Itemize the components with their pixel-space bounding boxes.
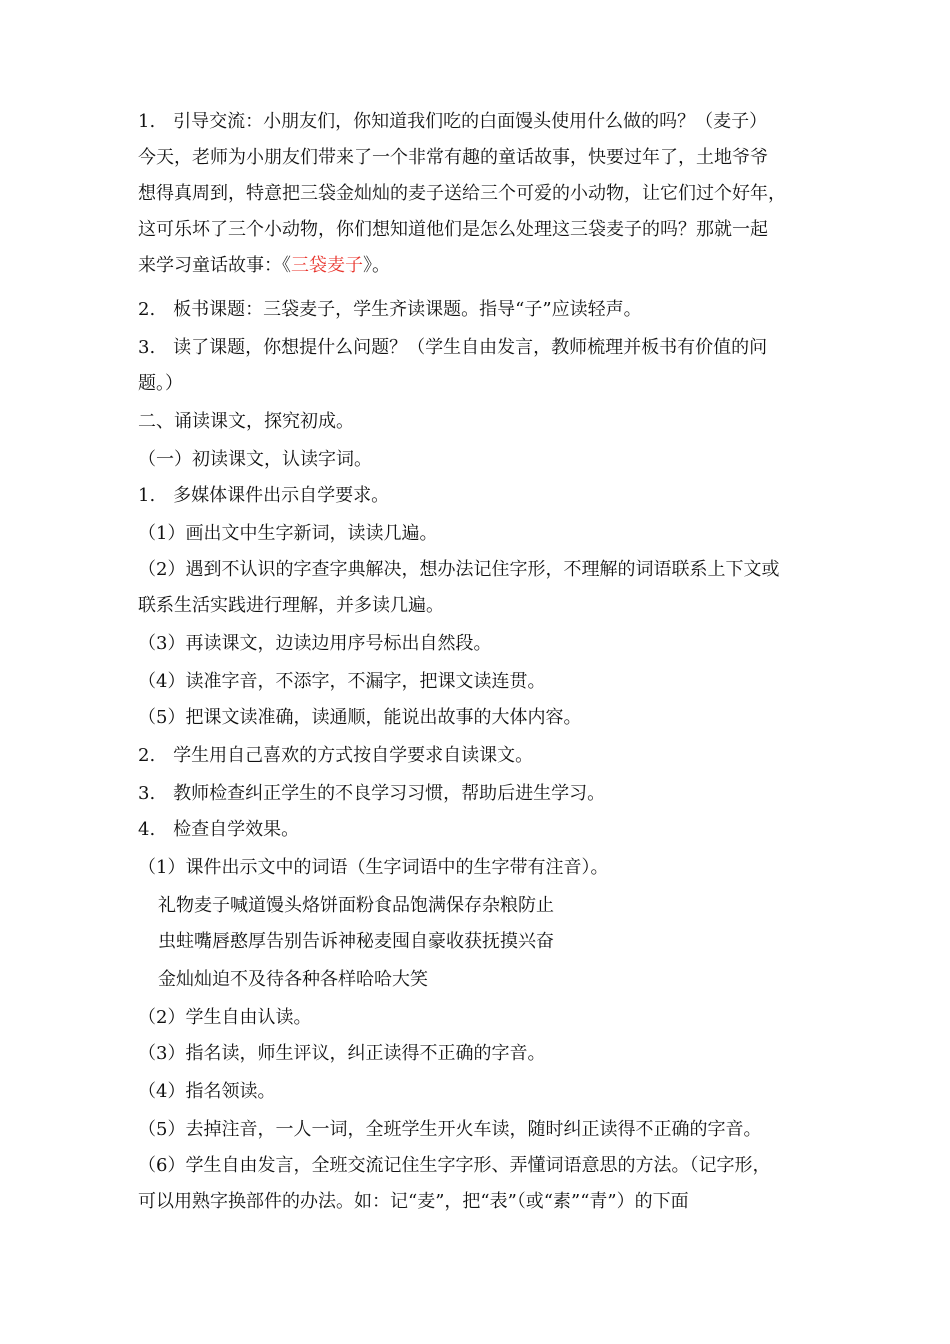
list-item: 4. 检查自学效果。 — [138, 819, 300, 840]
line-intro-1: 1. 引导交流：小朋友们，你知道我们吃的白面馒头使用什么做的吗？（麦子） — [138, 111, 768, 132]
vocab-line: 虫蛀嘴唇憨厚告别告诉神秘麦囤自豪收获抚摸兴奋 — [158, 931, 554, 952]
vocab-line: 金灿灿迫不及待各种各样哈哈大笑 — [158, 969, 428, 990]
line-intro-5-prefix: 来学习童话故事：《 — [138, 255, 291, 276]
line-step-3: 3. 读了课题，你想提什么问题？（学生自由发言，教师梳理并板书有价值的问 — [138, 337, 768, 358]
list-item: （5）去掉注音，一人一词，全班学生开火车读，随时纠正读得不正确的字音。 — [138, 1119, 762, 1140]
list-item: 联系生活实践进行理解，并多读几遍。 — [138, 595, 444, 616]
list-item: （2）学生自由认读。 — [138, 1007, 312, 1028]
list-item: （4）指名领读。 — [138, 1081, 276, 1102]
list-item: （6）学生自由发言，全班交流记住生字字形、弄懂词语意思的方法。（记字形， — [138, 1155, 771, 1176]
list-item: （1）画出文中生字新词，读读几遍。 — [138, 523, 438, 544]
vocab-line: 礼物麦子喊道馒头烙饼面粉食品饱满保存杂粮防止 — [158, 895, 554, 916]
line-intro-5 — [138, 254, 390, 278]
line-intro-4: 这可乐坏了三个小动物，你们想知道他们是怎么处理这三袋麦子的吗？那就一起 — [138, 219, 768, 240]
line-step-2: 2. 板书课题：三袋麦子，学生齐读课题。指导“子”应读轻声。 — [138, 299, 642, 320]
list-item: （4）读准字音，不添字，不漏字，把课文读连贯。 — [138, 671, 546, 692]
list-item: （3）指名读，师生评议，纠正读得不正确的字音。 — [138, 1043, 546, 1064]
story-title-highlight: 三袋麦子 — [291, 255, 363, 276]
list-item: （5）把课文读准确，读通顺，能说出故事的大体内容。 — [138, 707, 582, 728]
line-intro-2: 今天，老师为小朋友们带来了一个非常有趣的童话故事，快要过年了，土地爷爷 — [138, 147, 768, 168]
list-item: （1）课件出示文中的词语（生字词语中的生字带有注音）。 — [138, 857, 609, 878]
section-heading-2: 二、诵读课文，探究初成。 — [138, 411, 354, 432]
line-step-3-cont: 题。） — [138, 373, 183, 394]
list-item: （2）遇到不认识的字查字典解决，想办法记住字形，不理解的词语联系上下文或 — [138, 559, 780, 580]
line-intro-5-suffix: 》。 — [363, 255, 390, 276]
list-item: 可以用熟字换部件的办法。如：记“麦”，把“表”（或“素”“青”）的下面 — [138, 1191, 689, 1212]
subsection-heading-1: （一）初读课文，认读字词。 — [138, 449, 372, 470]
line-intro-3: 想得真周到，特意把三袋金灿灿的麦子送给三个可爱的小动物，让它们过个好年， — [138, 183, 786, 204]
list-item: （3）再读课文，边读边用序号标出自然段。 — [138, 633, 492, 654]
list-item: 3. 教师检查纠正学生的不良学习习惯，帮助后进生学习。 — [138, 783, 606, 804]
list-item: 1. 多媒体课件出示自学要求。 — [138, 485, 390, 506]
list-item: 2. 学生用自己喜欢的方式按自学要求自读课文。 — [138, 745, 534, 766]
